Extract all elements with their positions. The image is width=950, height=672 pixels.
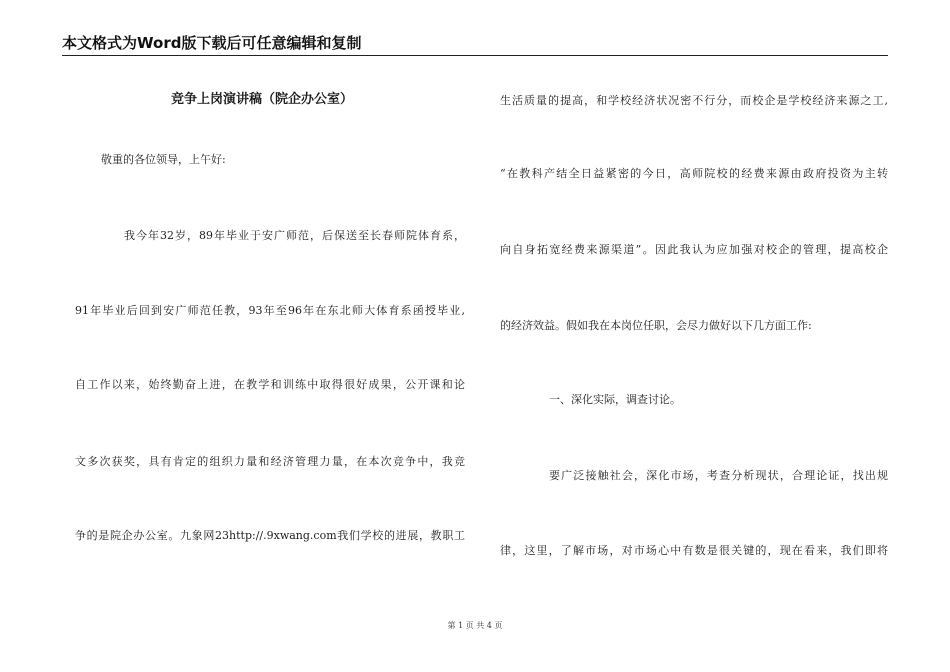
- document-title: 竞争上岗演讲稿（院企办公室）: [170, 92, 353, 107]
- paragraph-line: 文多次获奖，具有肯定的组织力量和经济管理力量，在本次竞争中，我竞: [75, 455, 465, 468]
- paragraph-line: 向自身拓宽经费来源渠道”。因此我认为应加强对校企的管理，提高校企: [500, 243, 888, 256]
- paragraph-line: 律，这里，了解市场，对市场心中有数是很关键的，现在看来，我们即将: [500, 544, 888, 557]
- paragraph-line: 要广泛接触社会，深化市场，考查分析现状，合理论证，找出规: [549, 469, 888, 482]
- paragraph-line: 我今年32岁，89年毕业于安广师范，后保送至长春师院体育系，: [124, 229, 465, 242]
- section-heading: 一、深化实际，调查讨论。: [549, 393, 681, 406]
- document-header: 本文格式为Word版下载后可任意编辑和复制: [62, 34, 362, 52]
- header-divider: [62, 55, 888, 56]
- paragraph-line: 生活质量的提高，和学校经济状况密不行分，而校企是学校经济来源之工,: [500, 94, 888, 107]
- paragraph-line: “在教科产结全日益紧密的今日，高师院校的经费来源由政府投资为主转: [500, 167, 888, 180]
- paragraph-line: 91年毕业后回到安广师范任教，93年至96年在东北师大体育系函授毕业,: [75, 304, 465, 317]
- page-number: 第 1 页 共 4 页: [447, 621, 503, 630]
- paragraph-line: 自工作以来，始终勤奋上进，在教学和训练中取得很好成果，公开课和论: [75, 378, 465, 391]
- paragraph-line: 敬重的各位领导，上午好:: [101, 153, 226, 166]
- paragraph-line: 的经济效益。假如我在本岗位任职，会尽力做好以下几方面工作:: [500, 319, 812, 332]
- paragraph-line: 争的是院企办公室。九象网23http://.9xwang.com我们学校的进展，教职工: [75, 529, 465, 542]
